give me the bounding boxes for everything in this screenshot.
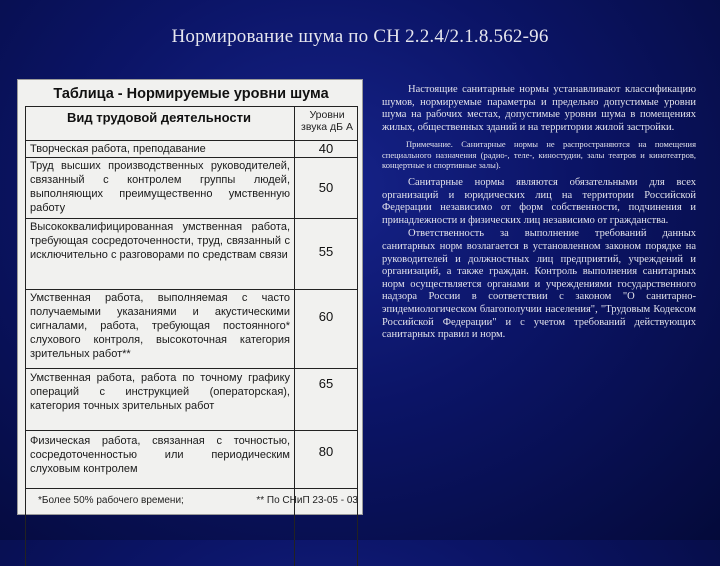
- table-footnotes: [38, 495, 358, 506]
- table-rule: [26, 106, 357, 107]
- row-activity: Физическая работа, связанная с точностью, сосредоточенностью или периодическим слуховым контролем: [30, 435, 290, 475]
- header-level: Уровни звука дБ А: [301, 109, 353, 133]
- table-rule: [26, 218, 357, 219]
- table-caption: Таблица - Нормируемые уровни шума: [53, 86, 329, 102]
- paragraph-mandatory: Санитарные нормы являются обязательными для всех организаций и юридических лиц на территории Российской Федерации независимо от форм собственности, подчинения и принадлежности и физических лиц независимо от гражданства.: [382, 176, 696, 226]
- body-text: [382, 84, 696, 342]
- table-rule: [26, 368, 357, 369]
- row-level: 80: [318, 444, 334, 459]
- table-rule: [26, 430, 357, 431]
- row-level: 60: [318, 309, 334, 324]
- row-activity: Творческая работа, преподавание: [30, 143, 206, 155]
- paragraph-scope: Настоящие санитарные нормы устанавливают классификацию шумов, нормируемые параметры и предельно допустимые уровни шума на рабочих местах, допустимые уровни шума в помещениях жилых, общественных зданий и на территории жилой застройки.: [382, 84, 696, 133]
- slide-title: Нормирование шума по СН 2.2.4/2.1.8.562-96: [171, 26, 549, 47]
- row-activity: Высококвалифицированная умственная работа, требующая сосредоточенности, труд, связанный с исключительно с разговорами по средствам связи: [30, 221, 290, 261]
- table-rule: [26, 157, 357, 158]
- row-activity: Умственная работа, выполняемая с часто получаемыми указаниями и акустическими сигналами, работа, требующая постоянного* слухового контроля, высокоточная категория зрительных работ**: [30, 292, 290, 360]
- noise-table-image: [17, 79, 363, 515]
- paragraph-responsibility: Ответственность за выполнение требований данных санитарных норм возлагается в установленном законом порядке на руководителей и должностных лиц предприятий, учреждений и организаций, а также граждан. Контроль выполнения санитарных норм осуществляется органами и учреждениями государственного надзора России в соответствии с законом "О санитарно-эпидемиологическом благополучии населения", "Трудовым Кодексом Российской Федерации" и с учетом требований действующих санитарных правил и норм.: [382, 228, 696, 341]
- footnote-right: ** По СНиП 23-05 - 03: [256, 495, 358, 506]
- table-rule: [26, 289, 357, 290]
- row-level: 65: [318, 376, 334, 391]
- header-activity: Вид трудовой деятельности: [67, 110, 251, 125]
- row-level: 55: [318, 244, 334, 259]
- paragraph-note: Примечание. Санитарные нормы не распространяются на помещения специального назначения (радио-, теле-, киностудии, залы театров и кинотеатров, концертные и спортивные залы).: [382, 139, 696, 170]
- row-activity: Труд высших производственных руководителей, связанный с контролем группы людей, выполняющих преимущественно умственную работу: [30, 160, 290, 214]
- row-level: 50: [318, 180, 334, 195]
- row-activity: Умственная работа, работа по точному графику операций с инструкцией (операторская), категория точных зрительных работ: [30, 372, 290, 412]
- footnote-left: *Более 50% рабочего времени;: [38, 495, 184, 506]
- row-level: 40: [318, 141, 334, 156]
- table-rule: [26, 488, 357, 489]
